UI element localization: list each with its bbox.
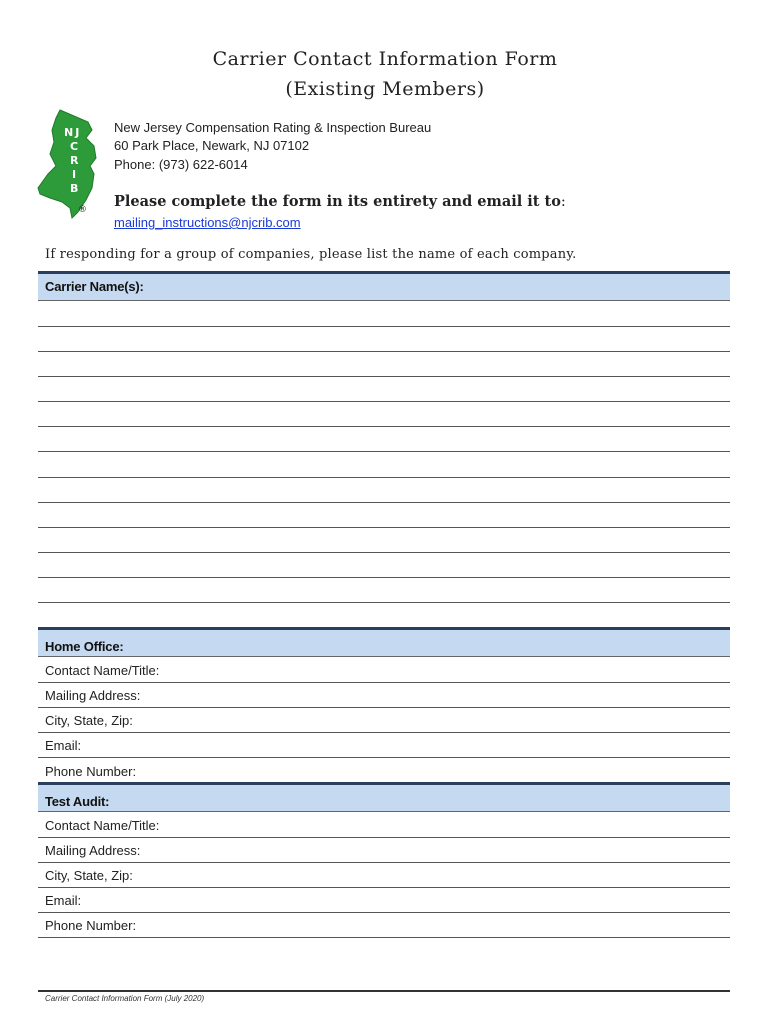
home-office-city-line[interactable] xyxy=(38,732,730,733)
njcrib-logo xyxy=(36,108,102,220)
instructions-text: Please complete the form in its entirety and email it to xyxy=(114,193,561,210)
carrier-name-line[interactable] xyxy=(38,426,730,427)
home-office-contact-label: Contact Name/Title: xyxy=(45,663,160,678)
form-subtitle: (Existing Members) xyxy=(285,78,485,100)
logo-letter-c: C xyxy=(70,140,79,153)
home-office-address-line[interactable] xyxy=(38,707,730,708)
home-office-contact-line[interactable] xyxy=(38,682,730,683)
home-office-address-label: Mailing Address: xyxy=(45,688,141,703)
organization-phone: Phone: (973) 622-6014 xyxy=(114,157,248,172)
test-audit-phone-line[interactable] xyxy=(38,937,730,938)
carrier-names-heading-label: Carrier Name(s): xyxy=(45,279,144,294)
test-audit-contact-line[interactable] xyxy=(38,837,730,838)
test-audit-city-line[interactable] xyxy=(38,887,730,888)
carrier-name-line[interactable] xyxy=(38,477,730,478)
test-audit-heading xyxy=(38,782,730,812)
logo-letter-i: I xyxy=(72,168,77,181)
email-link[interactable]: mailing_instructions@njcrib.com xyxy=(114,215,301,230)
carrier-name-line[interactable] xyxy=(38,502,730,503)
test-audit-email-label: Email: xyxy=(45,893,82,908)
footer-text: Carrier Contact Information Form (July 2020) xyxy=(45,994,205,1003)
instructions-colon: : xyxy=(560,194,566,210)
test-audit-address-label: Mailing Address: xyxy=(45,843,141,858)
test-audit-phone-label: Phone Number: xyxy=(45,918,137,933)
carrier-name-line[interactable] xyxy=(38,401,730,402)
logo-letter-b: B xyxy=(70,182,79,195)
email-instructions xyxy=(114,193,566,210)
carrier-name-line[interactable] xyxy=(38,351,730,352)
footer-divider xyxy=(38,990,730,992)
organization-address: 60 Park Place, Newark, NJ 07102 xyxy=(114,138,310,153)
form-title: Carrier Contact Information Form xyxy=(212,48,558,70)
logo-letter-r: R xyxy=(70,154,79,167)
test-audit-contact-label: Contact Name/Title: xyxy=(45,818,160,833)
carrier-name-line[interactable] xyxy=(38,527,730,528)
test-audit-email-line[interactable] xyxy=(38,912,730,913)
home-office-phone-label: Phone Number: xyxy=(45,764,137,779)
home-office-heading-label: Home Office: xyxy=(45,639,124,654)
carrier-name-line[interactable] xyxy=(38,326,730,327)
carrier-name-line[interactable] xyxy=(38,602,730,603)
organization-name: New Jersey Compensation Rating & Inspection Bureau xyxy=(114,120,432,135)
test-audit-heading-label: Test Audit: xyxy=(45,794,110,809)
carrier-name-line[interactable] xyxy=(38,552,730,553)
home-office-email-line[interactable] xyxy=(38,757,730,758)
home-office-heading xyxy=(38,627,730,657)
group-note: If responding for a group of companies, please list the name of each company. xyxy=(45,247,577,262)
carrier-name-line[interactable] xyxy=(38,451,730,452)
home-office-email-label: Email: xyxy=(45,738,82,753)
carrier-name-line[interactable] xyxy=(38,376,730,377)
carrier-names-heading xyxy=(38,271,730,301)
home-office-city-label: City, State, Zip: xyxy=(45,713,133,728)
test-audit-address-line[interactable] xyxy=(38,862,730,863)
registered-mark: ® xyxy=(78,205,87,215)
logo-letter-nj: NJ xyxy=(64,126,82,139)
test-audit-city-label: City, State, Zip: xyxy=(45,868,133,883)
carrier-name-line[interactable] xyxy=(38,577,730,578)
